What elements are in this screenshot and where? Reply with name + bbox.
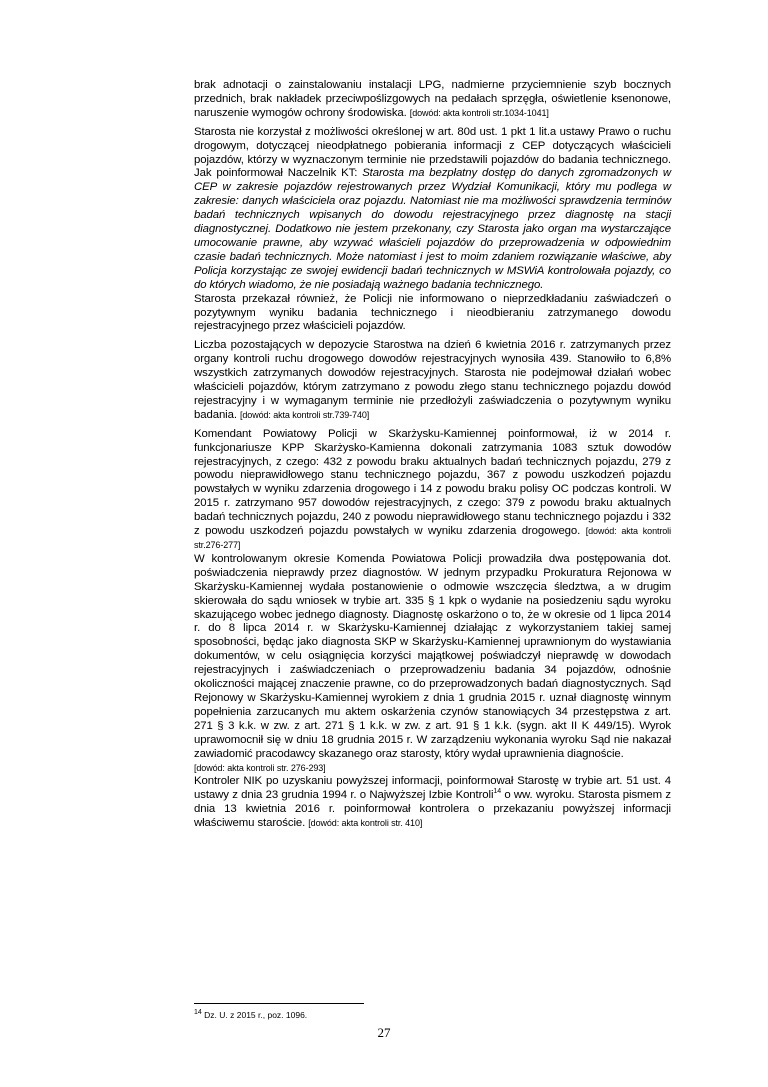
paragraph-7-text-a: Kontroler NIK po uzyskaniu powyższej informacji, poinformował Starostę w trybie art. 51 ust. 4 ustawy z dnia 23 grudnia 1994 r. o Najwyższej Izbie Kontroli xyxy=(194,775,671,802)
footnote-divider xyxy=(194,1003,364,1004)
paragraph-7-text-b: o ww. wyroku. Starosta pismem z dnia 13 kwietnia 2016 r. poinformował kontrolera o przekazaniu powyższej informacji właściwemu staroście. xyxy=(194,789,671,830)
paragraph-3 xyxy=(194,293,671,335)
paragraph-7 xyxy=(194,775,671,831)
paragraph-6 xyxy=(194,553,671,776)
paragraph-2 xyxy=(194,126,671,293)
evidence-reference: [dowód: akta kontroli str. 276-293] xyxy=(194,762,326,773)
footnote-number: 14 xyxy=(194,1009,202,1017)
paragraph-4-text: Liczba pozostających w depozycie Starostwa na dzień 6 kwietnia 2016 r. zatrzymanych przez organy kontroli ruchu drogowego dowodów rejestracyjnych wynosiła 439. Stanowiło to 6,8% wszystkich zatrzymanych dowodów rejestracyjnych. Starosta nie podejmował działań wobec właścicieli pojazdów, którym zatrzymano z powodu złego stanu technicznego pojazdu dowód rejestracyjny i w wymaganym terminie nie przedłożyli zaświadczenia o pozytywnym wyniku badania. xyxy=(194,339,671,421)
paragraph-1 xyxy=(194,79,671,121)
page-number: 27 xyxy=(377,1025,391,1040)
paragraph-5-text: Komendant Powiatowy Policji w Skarżysku-Kamiennej poinformował, iż w 2014 r. funkcjonariusze KPP Skarżysko-Kamienna dokonali zatrzymania 1083 sztuk dowodów rejestracyjnych, z czego: 432 z powodu braku aktualnych badań technicznych pojazdu, 279 z powodu nieprawidłowego stanu technicznego pojazdu, 367 z powodu uszkodzeń pojazdu powstałych w wyniku zdarzenia drogowego i 14 z powodu braku polisy OC podczas kontroli. W 2015 r. zatrzymano 957 dowodów rejestracyjnych, z czego: 379 z powodu braku aktualnych badań technicznych pojazdu, 240 z powodu nieprawidłowego stanu technicznego pojazdu i 332 z powodu uszkodzeń pojazdu powstałych w wyniku zdarzenia drogowego. xyxy=(194,427,671,538)
body-text xyxy=(194,79,671,836)
paragraph-5 xyxy=(194,428,671,553)
footnote xyxy=(194,1010,671,1020)
evidence-reference: [dowód: akta kontroli str. 410] xyxy=(308,818,423,829)
evidence-reference: [dowód: akta kontroli str.1034-1041] xyxy=(409,107,549,118)
evidence-reference: [dowód: akta kontroli str.739-740] xyxy=(239,409,370,420)
quotation: Starosta ma bezpłatny dostęp do danych zgromadzonych w CEP w zakresie pojazdów rejestrowanych przez Wydział Komunikacji, który mu podlega w zakresie: danych właściciela oraz pojazdu. Natomiast nie ma możliwości sprawdzenia terminów badań technicznych wpisanych do dowodu rejestracyjnego przez diagnostę na stacji diagnostycznej. Dodatkowo nie jestem przekonany, czy Starosta jako organ ma wystarczające umocowanie prawne, aby wzywać właścieli pojazdów do przeprowadzenia w odpowiednim czasie badań technicznych. Może natomiast i jest to moim zdaniem rozwiązanie właściwe, aby Policja korzystając ze swojej ewidencji badań technicznych w MSWiA kontrolowała pojazdy, co do których wiadomo, że nie posiadają ważnego badania technicznego. xyxy=(194,167,671,291)
paragraph-2-text: Starosta nie korzystał z możliwości określonej w art. 80d ust. 1 pkt 1 lit.a ustawy Prawo o ruchu drogowym, dotyczącej nieodpłatnego pobierania informacji z CEP dotyczących właścicieli pojazdów, którzy w wyznaczonym terminie nie przedstawili pojazdów do badania technicznego. Jak poinformował Naczelnik KT: xyxy=(194,125,671,180)
paragraph-1-text: brak adnotacji o zainstalowaniu instalacji LPG, nadmierne przyciemnienie szyb bocznych przednich, brak nakładek przeciwpoślizgowych na pedałach sprzęgła, oświetlenie ksenonowe, naruszenie wymogów ochrony środowiska. xyxy=(194,79,671,119)
paragraph-6-text: W kontrolowanym okresie Komenda Powiatowa Policji prowadziła dwa postępowania dot. poświadczenia nieprawdy przez diagnostów. W jednym przypadku Prokuratura Rejonowa w Skarżysku-Kamiennej wydała postanowienie o odmowie wszczęcia śledztwa, a w drugim skierowała do sądu wniosek w trybie art. 335 § 1 kpk o wydanie na posiedzeniu sądu wyroku skazującego wobec jednego diagnosty. Diagnostę oskarżono o to, że w okresie od 1 lipca 2014 r. do 8 lipca 2014 r. w Skarżysku-Kamiennej działając z wykorzystaniem takiej samej sposobności, będąc jako diagnosta SKP w Skarżysku-Kamiennej uprawnionym do wystawiania dokumentów, w celu osiągnięcia korzyści majątkowej poświadczył nieprawdę w dowodach rejestracyjnych i zaświadczeniach o przeprowadzeniu badania 34 pojazdów, odnośnie okoliczności mającej znaczenie prawne, co do przeprowadzonych badań diagnostycznych. Sąd Rejonowy w Skarżysku-Kamiennej wyrokiem z dnia 1 grudnia 2015 r. uznał diagnostę winnym popełnienia zarzucanych mu aktem oskarżenia czynów stanowiących 34 przestępstwa z art. 271 § 3 k.k. w zw. z art. 271 § 1 k.k. w zw. z art. 91 § 1 k.k. (sygn. akt II K 449/15). Wyrok uprawomocnił się w dniu 18 grudnia 2015 r. W zarządzeniu wykonania wyroku Sąd nie nakazał zawiadomić pracodawcy skazanego oraz starosty, który wydał uprawnienia diagnoście. xyxy=(194,552,671,760)
footnote-text: Dz. U. z 2015 r., poz. 1096. xyxy=(201,1010,308,1020)
paragraph-4 xyxy=(194,339,671,422)
evidence-reference: [dowód: akta kontroli str.276-277] xyxy=(194,526,671,550)
footnote-marker[interactable]: 14 xyxy=(493,788,501,796)
paragraph-3-text: Starosta przekazał również, że Policji nie informowano o nieprzedkładaniu zaświadczeń o pozytywnym wyniku badania technicznego i nieodbieraniu zatrzymanego dowodu rejestracyjnego przez właścicieli pojazdów. xyxy=(194,292,671,333)
